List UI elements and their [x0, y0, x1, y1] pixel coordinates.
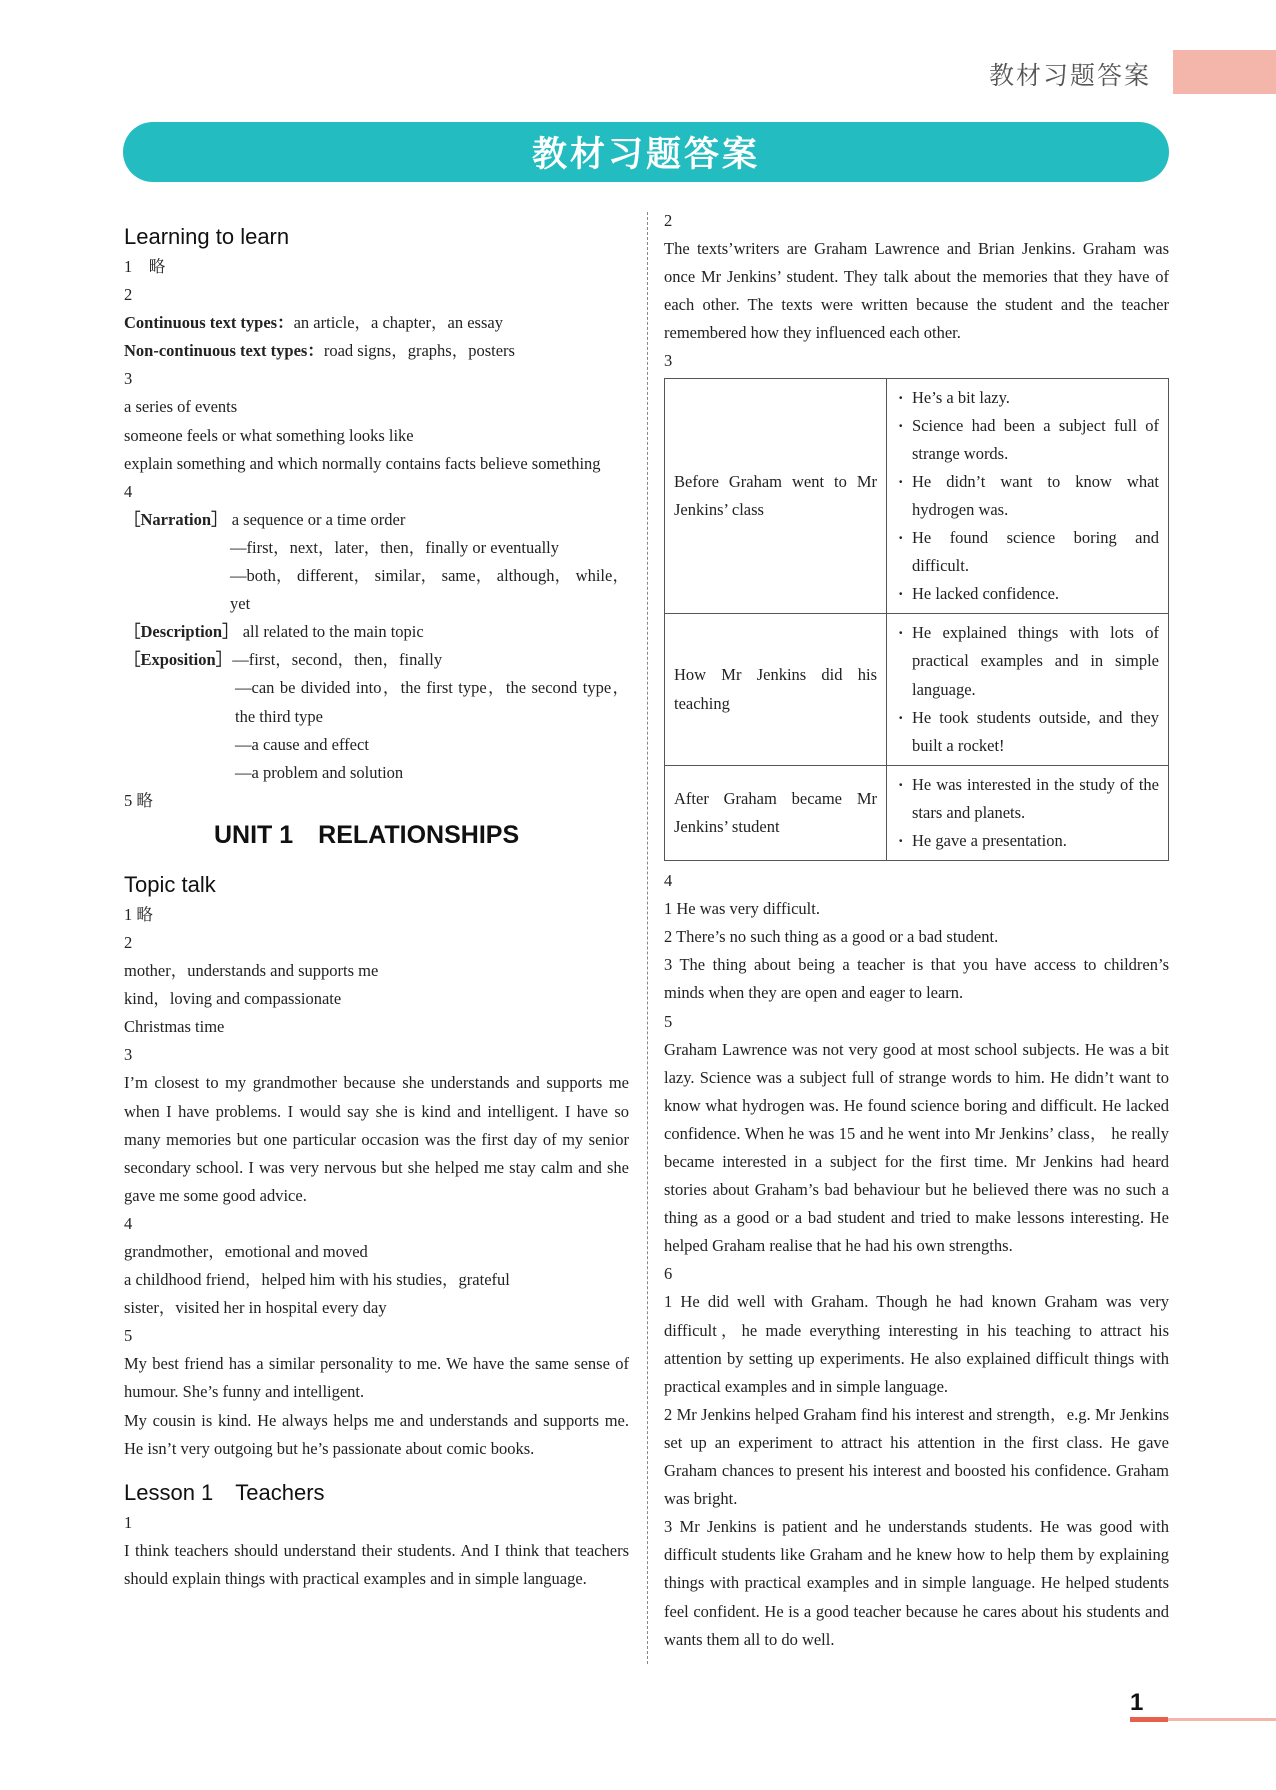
- banner-title: 教材习题答案: [531, 135, 760, 175]
- table-bullet: · He’s a bit lazy.: [896, 384, 1159, 412]
- question-number: 5: [664, 1011, 673, 1031]
- table-bullet: · He explained things with lots of practical examples and in simple language.: [896, 619, 1159, 703]
- page-number: 1: [1130, 1689, 1144, 1716]
- answer-label: Non-continuous text types：: [124, 341, 324, 361]
- answer-text: all related to the main topic: [242, 622, 424, 642]
- unit-title: UNIT 1 RELATIONSHIPS: [214, 820, 520, 849]
- answer-line: —a problem and solution: [235, 762, 404, 782]
- table-cell: [887, 765, 1169, 860]
- column-divider: [647, 212, 648, 1664]
- answer-line: 2 There’s no such thing as a good or a bad student.: [664, 927, 999, 947]
- question-number: 2: [124, 285, 133, 305]
- table-row: [665, 765, 1169, 860]
- answer-text: an article，a chapter，an essay: [293, 313, 503, 333]
- answer-line: —both， different， similar， same， although， while，yet: [230, 566, 629, 614]
- table-row-label: How Mr Jenkins did his teaching: [665, 614, 887, 765]
- answer-paragraph: Graham Lawrence was not very good at most school subjects. He was a bit lazy. Science was a subject full of strange words to him. He didn’t want to know what hydrogen was. He found science boring and difficult. He lacked confidence. When he was 15 and he went into Mr Jenkins’ class， he really became interested in a subject for the first time. Mr Jenkins had heard stories about Graham’s bad behaviour but he believed there was no such a thing as a good or a bad student and tried to make lessons interesting. He helped Graham realise that he had his own strengths.: [664, 1039, 1169, 1256]
- answer-line: a series of events: [124, 397, 238, 417]
- question-number: 2: [664, 211, 673, 230]
- table-bullet: · He found science boring and difficult.: [896, 524, 1159, 580]
- answer-line: sister，visited her in hospital every day: [124, 1298, 387, 1318]
- table-bullet: · He was interested in the study of the stars and planets.: [896, 771, 1159, 827]
- answer-line: a childhood friend，helped him with his studies，grateful: [124, 1270, 510, 1290]
- answer-label: Continuous text types：: [124, 313, 294, 333]
- answer-line: 1 略: [124, 257, 166, 276]
- answer-line: explain something and which normally contains facts believe something: [124, 453, 601, 473]
- answer-label: ［Narration］: [124, 509, 228, 529]
- answer-line: [124, 506, 629, 534]
- table-row: [665, 614, 1169, 765]
- left-column: [124, 221, 629, 1593]
- table-bullet: · He took students outside, and they built a rocket!: [896, 704, 1159, 760]
- table-bullet: · He gave a presentation.: [896, 827, 1159, 855]
- table-bullet: · He lacked confidence.: [896, 580, 1159, 608]
- answer-paragraph: 1 He did well with Graham. Though he had known Graham was very difficult，he made everything interesting in his teaching to attract his attention by setting up experiments. He also explained difficult things with practical examples and in simple language.: [664, 1292, 1169, 1396]
- question-number: 3: [124, 369, 133, 389]
- answer-line: —first，next，later，then，finally or eventually: [230, 537, 559, 557]
- answer-table: [664, 378, 1169, 862]
- answer-paragraph: The texts’writers are Graham Lawrence and Brian Jenkins. Graham was once Mr Jenkins’ student. They talk about the memories that they have of each other. The texts were written because the student and the teacher remembered how they influenced each other.: [664, 239, 1169, 343]
- table-bullet: · He didn’t want to know what hydrogen was.: [896, 468, 1159, 524]
- question-number: 3: [664, 351, 673, 371]
- answer-line: 3 The thing about being a teacher is that you have access to children’s minds when they are open and eager to learn.: [664, 955, 1169, 1003]
- table-cell: [887, 614, 1169, 765]
- answer-line: grandmother，emotional and moved: [124, 1242, 368, 1261]
- answer-label: ［Description］: [124, 622, 239, 642]
- answer-text: a sequence or a time order: [231, 509, 406, 529]
- answer-line: [124, 618, 629, 646]
- answer-line: Christmas time: [124, 1017, 225, 1037]
- table-cell: [887, 378, 1169, 614]
- answer-line: someone feels or what something looks like: [124, 425, 414, 445]
- answer-paragraph: My cousin is kind. He always helps me and understands and supports me. He isn’t very outgoing but he’s passionate about comic books.: [124, 1410, 629, 1458]
- answer-line: —can be divided into，the first type，the second type，the third type: [235, 678, 629, 726]
- table-row: [665, 378, 1169, 614]
- header-title: 教材习题答案: [988, 61, 1151, 90]
- table-bullet: · Science had been a subject full of strange words.: [896, 412, 1159, 468]
- answer-line: 1 略: [124, 904, 153, 924]
- answer-paragraph: I’m closest to my grandmother because she understands and supports me when I have problems. I would say she is kind and intelligent. I have so many memories but one particular occasion was the first day of my senior secondary school. I was very nervous but she helped me stay calm and she gave me some good advice.: [124, 1073, 629, 1205]
- answer-text: road signs，graphs，posters: [323, 341, 515, 361]
- section-title-topic-talk: Topic talk: [124, 871, 216, 897]
- section-title-learning: Learning to learn: [124, 224, 290, 249]
- section-title-lesson-1: Lesson 1 Teachers: [124, 1479, 325, 1505]
- table-row-label: Before Graham went to Mr Jenkins’ class: [665, 378, 887, 614]
- question-number: 4: [124, 481, 133, 501]
- question-number: 3: [124, 1045, 133, 1065]
- right-column: [664, 207, 1169, 1654]
- answer-line: kind，loving and compassionate: [124, 989, 342, 1009]
- answer-line: 1 He was very difficult.: [664, 899, 820, 919]
- answer-paragraph: 3 Mr Jenkins is patient and he understands students. He was good with difficult students like Graham and he knew how to help them by explaining things with practical examples and in simple language. He helped students feel confident. He is a good teacher because he cares about his students and wants them all to do well.: [664, 1517, 1169, 1649]
- question-number: 6: [664, 1264, 673, 1284]
- question-number: 5: [124, 1326, 133, 1346]
- question-number: 1: [124, 1512, 133, 1532]
- answer-paragraph: I think teachers should understand their students. And I think that teachers should explain things with practical examples and in simple language.: [124, 1540, 629, 1588]
- answer-line: [124, 309, 629, 337]
- answer-line: [124, 337, 629, 365]
- answer-text: —first，second，then，finally: [232, 650, 443, 670]
- header-tab-block: [1173, 50, 1276, 94]
- answer-label: ［Exposition］: [124, 650, 233, 670]
- answer-line: 5 略: [124, 790, 153, 810]
- answer-line: —a cause and effect: [235, 734, 369, 754]
- question-number: 2: [124, 932, 133, 952]
- question-number: 4: [664, 871, 673, 891]
- answer-paragraph: My best friend has a similar personality to me. We have the same sense of humour. She’s funny and intelligent.: [124, 1354, 629, 1402]
- title-banner: [123, 122, 1169, 182]
- question-number: 4: [124, 1213, 133, 1233]
- answer-line: mother，understands and supports me: [124, 961, 379, 981]
- answer-line: [124, 646, 629, 674]
- page-number-rule: [1130, 1718, 1276, 1721]
- table-row-label: After Graham became Mr Jenkins’ student: [665, 765, 887, 860]
- answer-paragraph: 2 Mr Jenkins helped Graham find his interest and strength，e.g. Mr Jenkins set up an experiment to attract his attention in the first class. He gave Graham chances to present his interest and boosted his confidence. Graham was bright.: [664, 1404, 1169, 1509]
